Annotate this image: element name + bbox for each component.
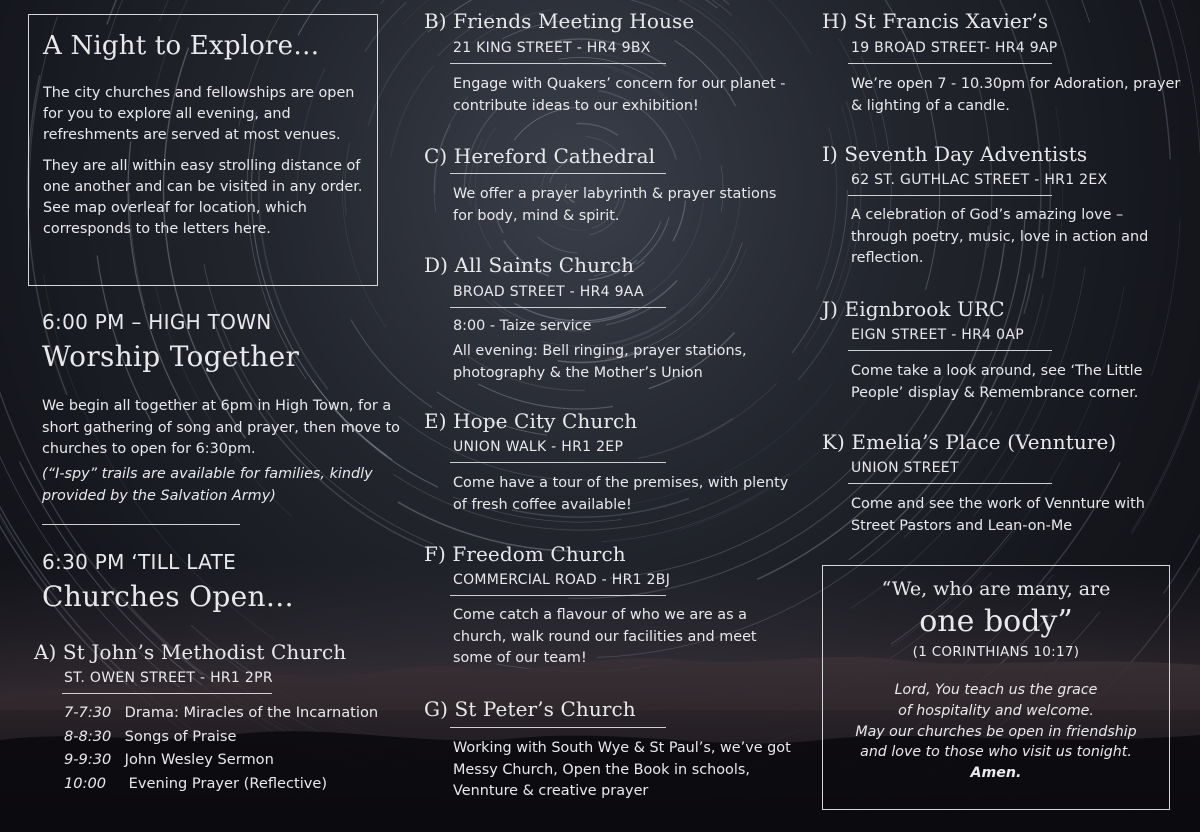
venue-i-description: A celebration of God’s amazing love – through poetry, music, love in action and reflection. [851,207,1149,266]
venue-j-address: EIGN STREET - HR4 0AP [851,327,1024,343]
schedule-event: John Wesley Sermon [124,751,274,768]
venue-e-name [424,409,637,433]
venue-g-letter: G) [424,697,448,721]
venue-b-description: Engage with Quakers’ concern for our planet - contribute ideas to our exhibition! [453,76,786,114]
divider [62,693,272,694]
quote-box [822,565,1170,810]
venue-c-letter: C) [424,144,448,168]
venue-k-letter: K) [822,430,845,454]
prayer-line: of hospitality and welcome. [898,702,1094,719]
venue-f-description: Come catch a flavour of who we are as a church, walk round our facilities and meet some of our team! [453,607,757,666]
venue-e-description: Come have a tour of the premises, with plenty of fresh coffee available! [453,475,789,513]
divider [450,63,666,64]
venue-k-description: Come and see the work of Vennture with Street Pastors and Lean-on-Me [851,496,1145,534]
venue-d-name [424,253,634,277]
venue-g-title: St Peter’s Church [454,697,636,721]
venue-j-title: Eignbrook URC [844,297,1005,321]
venue-h-description: We’re open 7 - 10.30pm for Adoration, prayer & lighting of a candle. [851,76,1181,114]
schedule-event: Songs of Praise [124,728,237,745]
divider [848,350,1052,351]
venue-a-title: St John’s Methodist Church [62,640,347,664]
churches-open-heading: Churches Open… [42,580,295,613]
venue-a-name [34,640,346,664]
venue-f-title: Freedom Church [452,542,626,566]
venue-b-name [424,9,694,33]
divider [42,524,240,525]
schedule-event: Drama: Miracles of the Incarnation [124,704,379,721]
schedule-row-2 [64,728,236,745]
intro-title: A Night to Explore… [43,31,320,61]
schedule-time: 9-9:30 [64,751,112,768]
venue-f-name [424,542,626,566]
venue-g-name [424,697,636,721]
worship-note: (“I-spy” trails are available for families, kindly provided by the Salvation Army) [42,466,373,504]
prayer-line: Lord, You teach us the grace [894,682,1098,698]
venue-a-letter: A) [34,640,57,664]
venue-k-address: UNION STREET [851,460,959,476]
schedule-time: 8-8:30 [64,728,112,745]
divider [450,727,666,728]
churches-open-time: 6:30 PM ‘TILL LATE [42,550,237,574]
venue-j-description: Come take a look around, see ‘The Little People’ display & Remembrance corner. [851,363,1143,401]
prayer-line: and love to those who visit us tonight. [860,744,1132,761]
venue-d-description-2: All evening: Bell ringing, prayer stations, photography & the Mother’s Union [453,343,747,381]
schedule-row-4 [64,775,327,792]
venue-h-letter: H) [822,9,848,33]
worship-time: 6:00 PM – HIGH TOWN [42,310,272,334]
venue-i-letter: I) [822,142,838,166]
prayer-amen: Amen. [970,765,1022,782]
quote-line-1: “We, who are many, are [881,578,1111,600]
venue-a-address: ST. OWEN STREET - HR1 2PR [64,670,273,686]
divider [848,63,1052,64]
venue-h-title: St Francis Xavier’s [853,9,1049,33]
venue-f-letter: F) [424,542,446,566]
intro-box [28,14,378,286]
schedule-row-3 [64,751,274,768]
venue-j-letter: J) [822,297,839,321]
schedule-row-1 [64,704,378,721]
divider [848,483,1052,484]
quote-reference: (1 CORINTHIANS 10:17) [912,644,1080,660]
venue-h-address: 19 BROAD STREET- HR4 9AP [851,40,1058,56]
quote-line-2: one body” [919,604,1073,639]
venue-j-name [822,297,1005,321]
schedule-event: Evening Prayer (Reflective) [128,775,328,792]
divider [450,307,666,308]
venue-b-letter: B) [424,9,447,33]
venue-d-description-1: 8:00 - Taize service [453,318,592,334]
venue-e-title: Hope City Church [453,409,638,433]
venue-f-address: COMMERCIAL ROAD - HR1 2BJ [453,572,671,588]
worship-text: We begin all together at 6pm in High Town, for a short gathering of song and prayer, then move to churches to open for 6:30pm. [42,398,400,457]
divider [450,462,666,463]
prayer-line: May our churches be open in friendship [855,723,1137,740]
venue-k-title: Emelia’s Place (Vennture) [851,430,1117,454]
schedule-time: 10:00 [64,775,107,792]
venue-c-description: We offer a prayer labyrinth & prayer stations for body, mind & spirit. [453,186,777,224]
venue-b-title: Friends Meeting House [453,9,695,33]
venue-b-address: 21 KING STREET - HR4 9BX [453,40,651,56]
schedule-time: 7-7:30 [64,704,112,721]
venue-c-title: Hereford Cathedral [453,144,656,168]
venue-h-name [822,9,1048,33]
divider [848,195,1052,196]
venue-d-address: BROAD STREET - HR4 9AA [453,284,644,300]
intro-paragraph-2: They are all within easy strolling distance of one another and can be visited in any order. See map overleaf for location, which corresponds to the letters here. [43,158,363,237]
venue-i-title: Seventh Day Adventists [844,142,1088,166]
divider [450,173,666,174]
prayer-text [823,680,1169,784]
venue-e-letter: E) [424,409,447,433]
divider [450,595,666,596]
venue-d-title: All Saints Church [454,253,635,277]
venue-g-description: Working with South Wye & St Paul’s, we’ve got Messy Church, Open the Book in schools, Vennture & creative prayer [453,740,791,799]
venue-e-address: UNION WALK - HR1 2EP [453,439,624,455]
venue-d-letter: D) [424,253,449,277]
venue-k-name [822,430,1116,454]
venue-i-name [822,142,1087,166]
worship-heading: Worship Together [42,340,300,373]
intro-paragraph-1: The city churches and fellowships are open for you to explore all evening, and refreshments are served at most venues. [43,85,355,143]
venue-i-address: 62 ST. GUTHLAC STREET - HR1 2EX [851,172,1108,188]
venue-c-name [424,144,655,168]
